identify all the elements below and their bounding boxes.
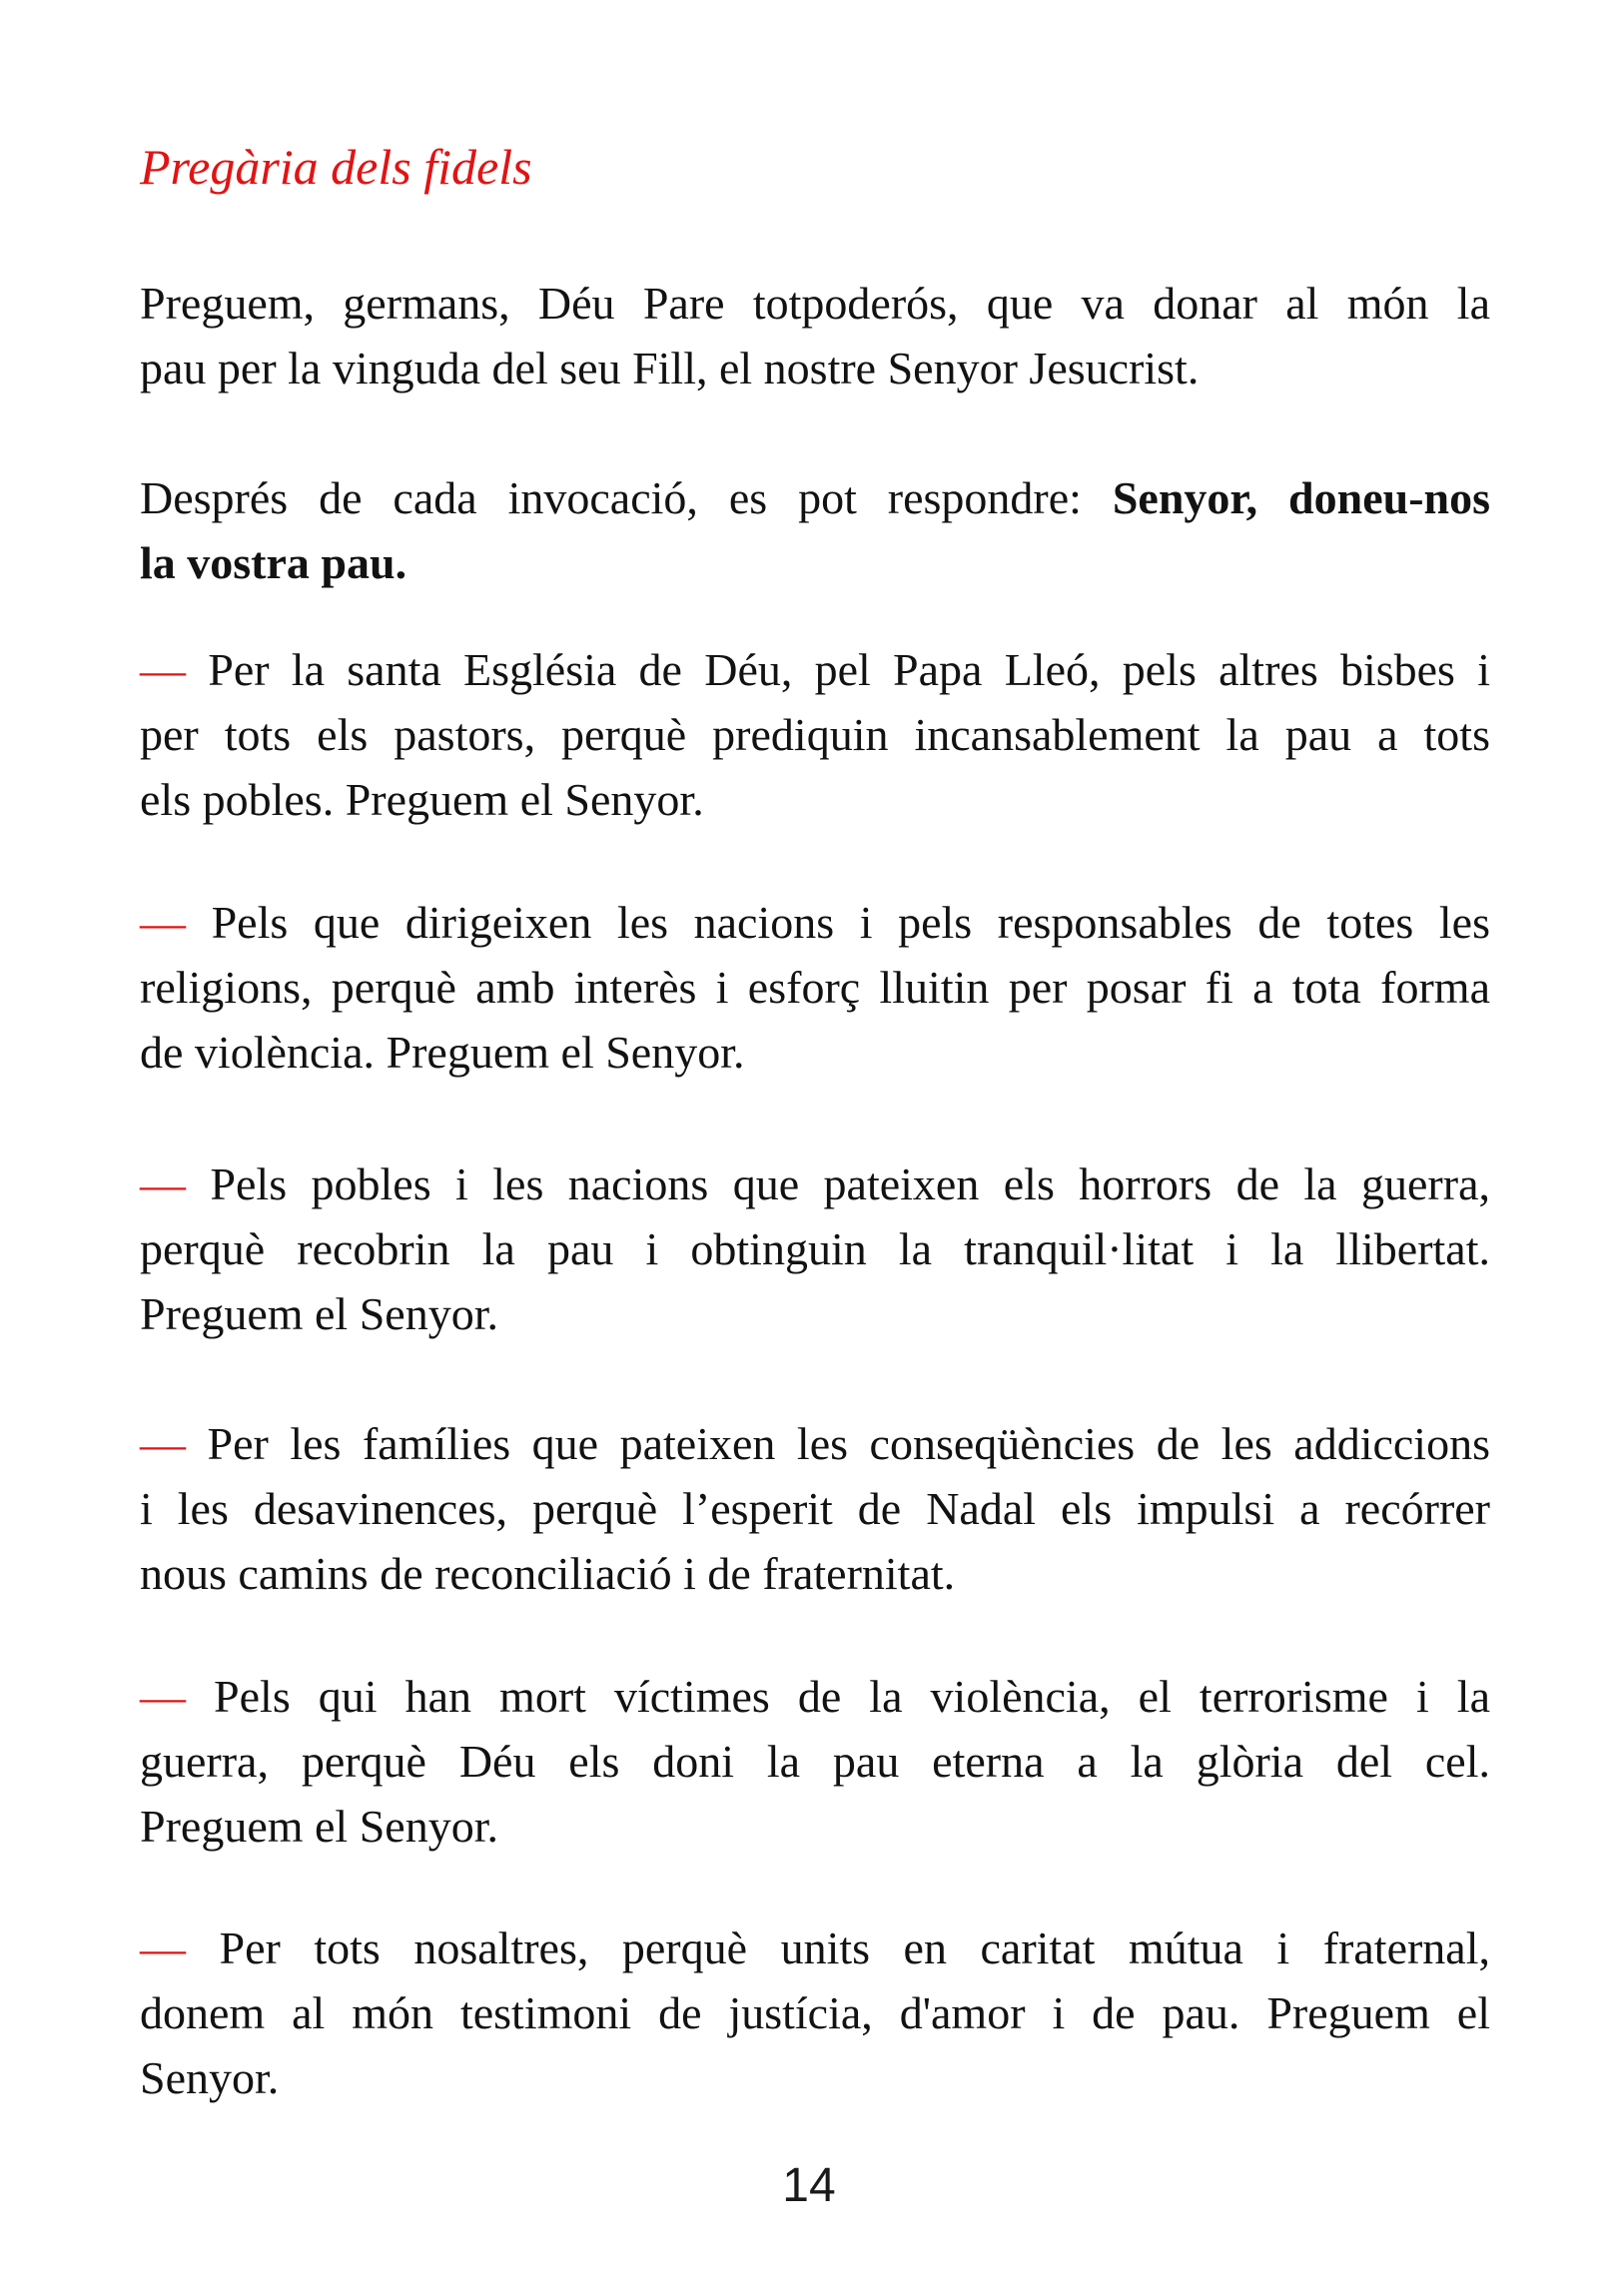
paragraph [140, 1664, 1490, 1859]
text-line [140, 1411, 1490, 1476]
text-segment: Preguem el Senyor. [140, 1288, 498, 1339]
text-line [140, 1915, 1490, 1980]
section-heading: Pregària dels fidels [140, 139, 532, 195]
text-segment: donem al món testimoni de justícia, d'amor i de pau. Preguem el [140, 1987, 1490, 2038]
page-number: 14 [782, 2159, 836, 2212]
text-segment: Per la santa Església de Déu, pel Papa Lleó, pels altres bisbes i [186, 644, 1490, 695]
text-line [140, 1794, 1490, 1859]
text-segment: Pels que dirigeixen les nacions i pels responsables de totes les [186, 897, 1490, 948]
text-line [140, 1980, 1490, 2045]
text-segment: Senyor. [140, 2052, 280, 2103]
text-segment: Preguem el Senyor. [140, 1801, 498, 1852]
red-dash: — [140, 1158, 186, 1209]
text-line [140, 336, 1490, 400]
text-segment: Senyor, doneu-nos [1112, 472, 1491, 523]
paragraph [140, 637, 1490, 832]
text-segment: per tots els pastors, perquè prediquin incansablement la pau a tots [140, 709, 1490, 760]
text-line [140, 1151, 1490, 1216]
text-segment: nous camins de reconciliació i de fraternitat. [140, 1548, 956, 1599]
text-line [140, 955, 1490, 1020]
text-line [140, 1216, 1490, 1281]
text-line [140, 1541, 1490, 1606]
paragraph [140, 890, 1490, 1085]
paragraph [140, 1915, 1490, 2110]
text-segment: Per les famílies que pateixen les conseqüències de les addiccions [186, 1418, 1490, 1469]
text-line [140, 1476, 1490, 1541]
text-segment: Pels qui han mort víctimes de la violència, el terrorisme i la [186, 1671, 1490, 1722]
text-segment: pau per la vinguda del seu Fill, el nostre Senyor Jesucrist. [140, 343, 1200, 393]
text-segment: religions, perquè amb interès i esforç lluitin per posar fi a tota forma [140, 962, 1490, 1013]
text-segment: i les desavinences, perquè l’esperit de Nadal els impulsi a recórrer [140, 1483, 1490, 1534]
paragraph [140, 271, 1490, 400]
text-line [140, 2045, 1490, 2110]
text-segment: de violència. Preguem el Senyor. [140, 1027, 745, 1078]
text-segment: guerra, perquè Déu els doni la pau eterna a la glòria del cel. [140, 1736, 1490, 1787]
text-segment: Per tots nosaltres, perquè units en caritat mútua i fraternal, [186, 1922, 1490, 1973]
text-segment: Després de cada invocació, es pot respondre: [140, 472, 1113, 523]
red-dash: — [140, 644, 186, 695]
red-dash: — [140, 897, 186, 948]
text-line [140, 1729, 1490, 1794]
text-line [140, 465, 1490, 530]
text-line [140, 271, 1490, 336]
red-dash: — [140, 1922, 186, 1973]
text-line [140, 1664, 1490, 1729]
text-line [140, 637, 1490, 702]
paragraph [140, 465, 1490, 595]
text-segment: la vostra pau. [140, 537, 407, 588]
text-line [140, 702, 1490, 767]
paragraph [140, 1151, 1490, 1346]
text-line [140, 890, 1490, 955]
text-line [140, 1020, 1490, 1085]
text-line [140, 767, 1490, 832]
text-line [140, 1281, 1490, 1346]
paragraph [140, 1411, 1490, 1606]
text-segment: Preguem, germans, Déu Pare totpoderós, que va donar al món la [140, 278, 1490, 329]
text-segment: Pels pobles i les nacions que pateixen els horrors de la guerra, [186, 1158, 1490, 1209]
text-line [140, 530, 1490, 595]
text-segment: perquè recobrin la pau i obtinguin la tranquil·litat i la llibertat. [140, 1223, 1490, 1274]
red-dash: — [140, 1671, 186, 1722]
text-segment: els pobles. Preguem el Senyor. [140, 774, 704, 825]
red-dash: — [140, 1418, 186, 1469]
